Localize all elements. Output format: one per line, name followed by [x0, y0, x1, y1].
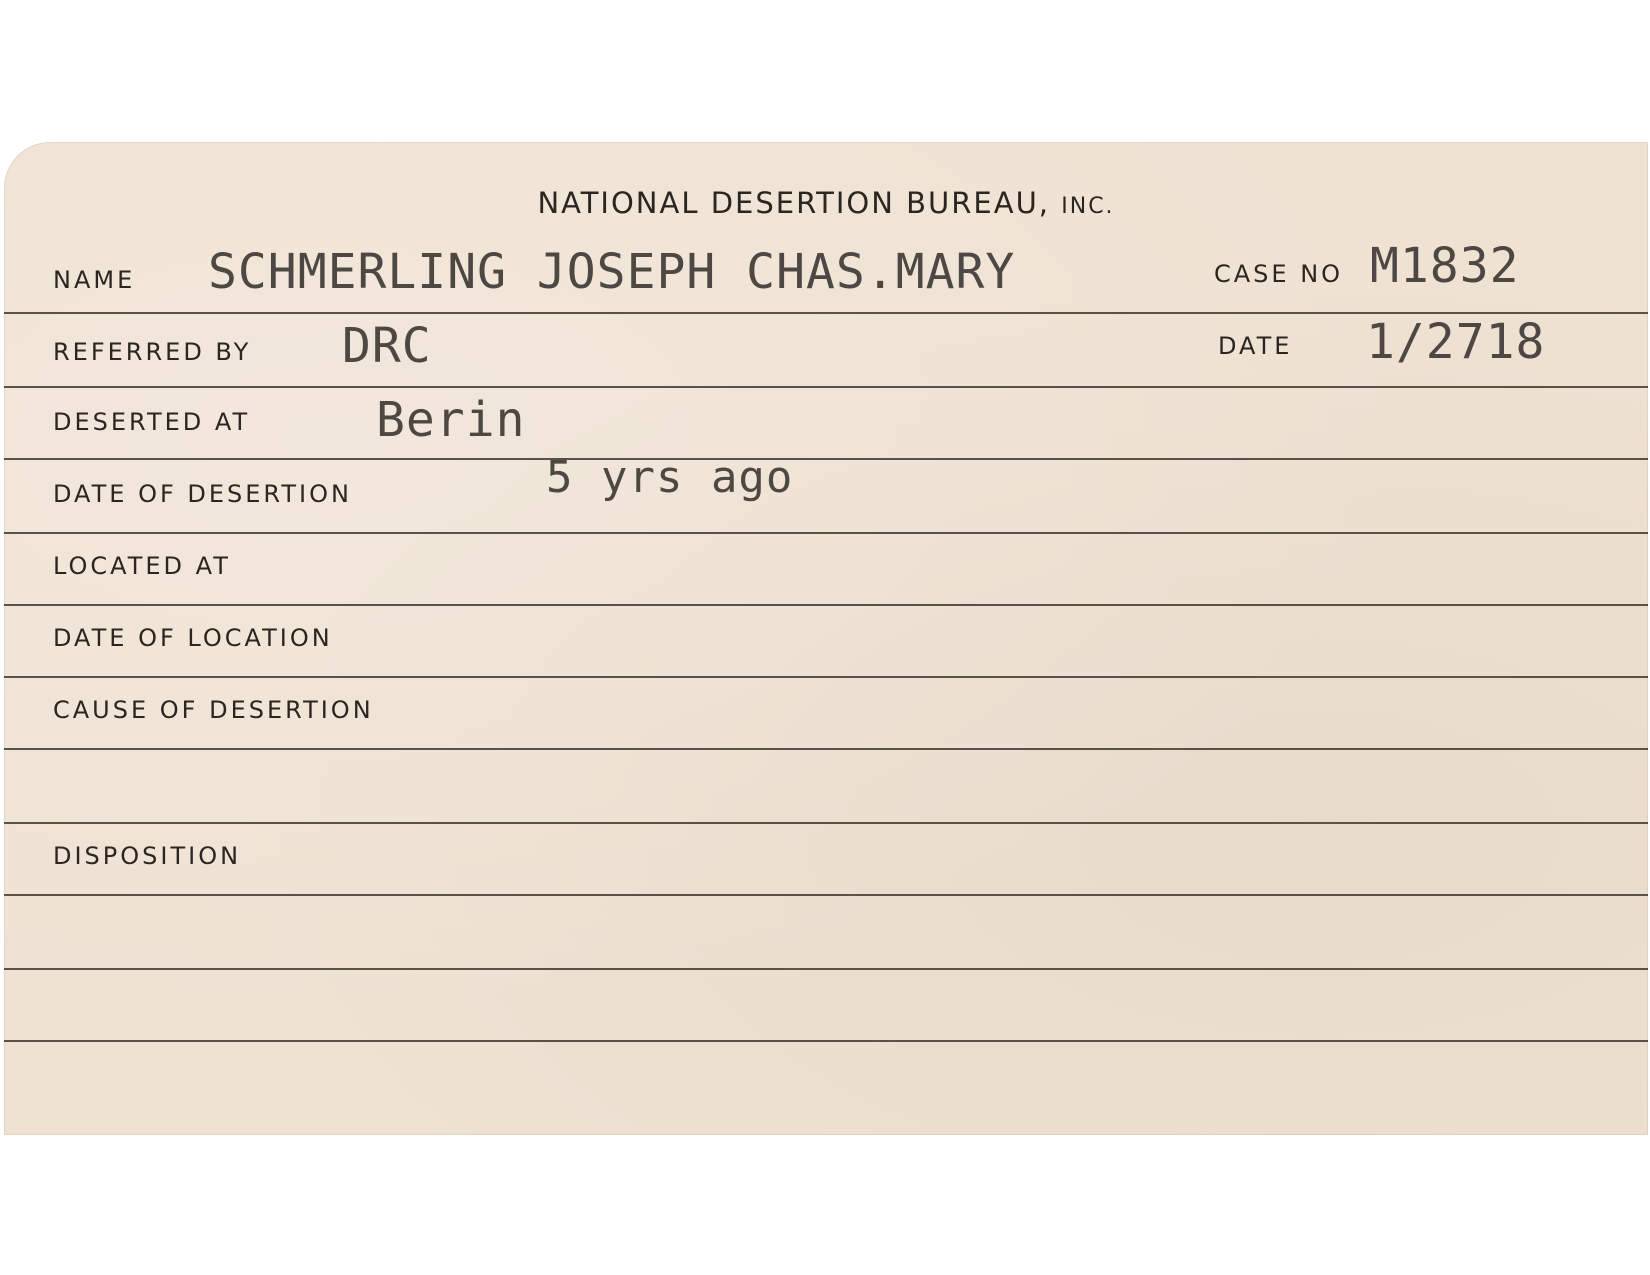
rule-line: [4, 386, 1648, 388]
value-date-of-desertion: 5 yrs ago: [546, 452, 794, 503]
value-case-no: M1832: [1370, 238, 1520, 294]
label-located-at: LOCATED AT: [53, 552, 231, 580]
rule-line: [4, 604, 1648, 606]
rule-line: [4, 1040, 1648, 1042]
value-name: SCHMERLING JOSEPH CHAS.MARY: [208, 244, 1016, 300]
card-heading: [4, 186, 1648, 220]
rule-line: [4, 532, 1648, 534]
card-heading-suffix: INC.: [1061, 194, 1115, 219]
label-case-no: CASE NO: [1214, 260, 1344, 288]
label-date: DATE: [1218, 332, 1293, 360]
card-heading-title: NATIONAL DESERTION BUREAU,: [537, 186, 1051, 220]
index-card: [4, 142, 1648, 1135]
rule-line: [4, 894, 1648, 896]
label-cause-of-desertion: CAUSE OF DESERTION: [53, 696, 374, 724]
value-referred-by: DRC: [342, 318, 432, 374]
label-date-of-desertion: DATE OF DESERTION: [53, 480, 352, 508]
label-referred-by: REFERRED BY: [53, 338, 252, 366]
label-date-of-location: DATE OF LOCATION: [53, 624, 333, 652]
label-deserted-at: DESERTED AT: [53, 408, 251, 436]
label-disposition: DISPOSITION: [53, 842, 242, 870]
rule-line: [4, 676, 1648, 678]
rule-line: [4, 458, 1648, 460]
rule-line: [4, 748, 1648, 750]
value-date: 1/2718: [1366, 314, 1546, 370]
label-name: NAME: [53, 266, 136, 294]
value-deserted-at: Berin: [376, 392, 526, 448]
rule-line: [4, 968, 1648, 970]
rule-line: [4, 822, 1648, 824]
